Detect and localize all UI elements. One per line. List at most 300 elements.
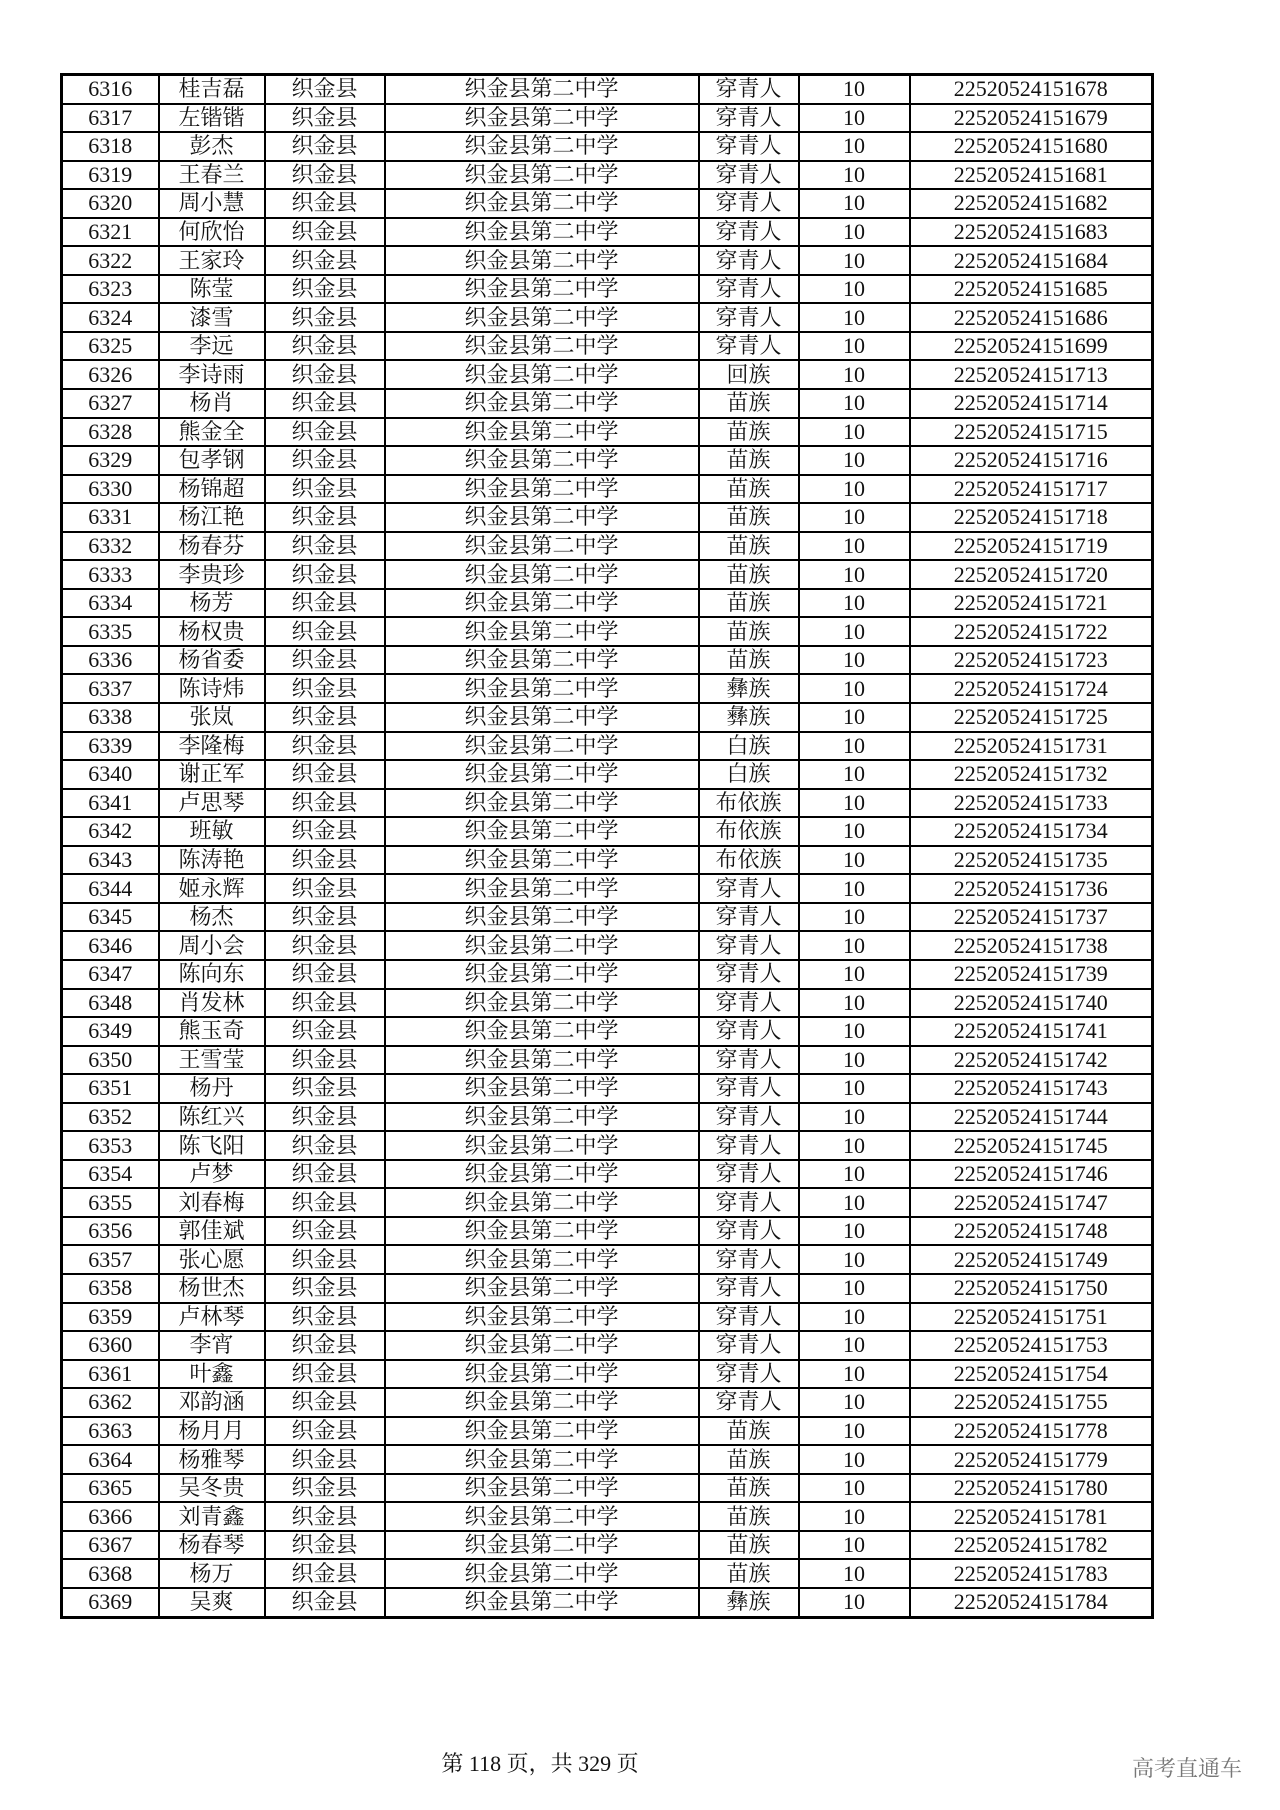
county: 织金县: [265, 646, 385, 675]
exam-number: 22520524151779: [910, 1445, 1153, 1474]
student-name: 杨江艳: [159, 503, 265, 532]
grade: 10: [799, 161, 910, 190]
county: 织金县: [265, 275, 385, 304]
grade: 10: [799, 332, 910, 361]
exam-number: 22520524151753: [910, 1331, 1153, 1360]
student-name: 杨世杰: [159, 1274, 265, 1303]
exam-number: 22520524151731: [910, 732, 1153, 761]
exam-number: 22520524151716: [910, 446, 1153, 475]
row-number: 6339: [62, 732, 159, 761]
row-number: 6317: [62, 104, 159, 133]
grade: 10: [799, 646, 910, 675]
ethnicity: 苗族: [699, 560, 799, 589]
table-row: [62, 1502, 1153, 1531]
school: 织金县第二中学: [385, 1445, 699, 1474]
county: 织金县: [265, 1245, 385, 1274]
grade: 10: [799, 732, 910, 761]
ethnicity: 穿青人: [699, 161, 799, 190]
grade: 10: [799, 789, 910, 818]
table-row: [62, 389, 1153, 418]
exam-number: 22520524151678: [910, 75, 1153, 104]
student-name: 吴爽: [159, 1588, 265, 1617]
row-number: 6334: [62, 589, 159, 618]
ethnicity: 白族: [699, 732, 799, 761]
row-number: 6360: [62, 1331, 159, 1360]
grade: 10: [799, 589, 910, 618]
ethnicity: 苗族: [699, 532, 799, 561]
student-name: 李远: [159, 332, 265, 361]
table-row: [62, 760, 1153, 789]
ethnicity: 回族: [699, 360, 799, 389]
ethnicity: 穿青人: [699, 275, 799, 304]
ethnicity: 穿青人: [699, 189, 799, 218]
ethnicity: 苗族: [699, 1559, 799, 1588]
exam-number: 22520524151682: [910, 189, 1153, 218]
exam-number: 22520524151745: [910, 1131, 1153, 1160]
grade: 10: [799, 189, 910, 218]
student-name: 李贵珍: [159, 560, 265, 589]
table-row: [62, 874, 1153, 903]
exam-number: 22520524151747: [910, 1188, 1153, 1217]
table-row: [62, 1417, 1153, 1446]
grade: 10: [799, 1531, 910, 1560]
exam-number: 22520524151725: [910, 703, 1153, 732]
student-name: 王雪莹: [159, 1046, 265, 1075]
grade: 10: [799, 1217, 910, 1246]
student-name: 王春兰: [159, 161, 265, 190]
grade: 10: [799, 817, 910, 846]
row-number: 6329: [62, 446, 159, 475]
grade: 10: [799, 846, 910, 875]
row-number: 6369: [62, 1588, 159, 1617]
row-number: 6323: [62, 275, 159, 304]
county: 织金县: [265, 589, 385, 618]
school: 织金县第二中学: [385, 75, 699, 104]
row-number: 6344: [62, 874, 159, 903]
table-row: [62, 703, 1153, 732]
exam-number: 22520524151679: [910, 104, 1153, 133]
row-number: 6354: [62, 1160, 159, 1189]
row-number: 6343: [62, 846, 159, 875]
exam-number: 22520524151737: [910, 903, 1153, 932]
student-name: 陈向东: [159, 960, 265, 989]
table-row: [62, 1388, 1153, 1417]
county: 织金县: [265, 1474, 385, 1503]
grade: 10: [799, 1417, 910, 1446]
ethnicity: 苗族: [699, 389, 799, 418]
student-name: 姬永辉: [159, 874, 265, 903]
row-number: 6326: [62, 360, 159, 389]
ethnicity: 穿青人: [699, 989, 799, 1018]
table-row: [62, 560, 1153, 589]
student-name: 陈飞阳: [159, 1131, 265, 1160]
exam-number: 22520524151782: [910, 1531, 1153, 1560]
table-row: [62, 817, 1153, 846]
table-row: [62, 1046, 1153, 1075]
table-row: [62, 104, 1153, 133]
row-number: 6357: [62, 1245, 159, 1274]
table-row: [62, 732, 1153, 761]
row-number: 6352: [62, 1103, 159, 1132]
table-row: [62, 1274, 1153, 1303]
exam-number: 22520524151744: [910, 1103, 1153, 1132]
table-row: [62, 1588, 1153, 1617]
county: 织金县: [265, 1046, 385, 1075]
student-name: 杨春芬: [159, 532, 265, 561]
county: 织金县: [265, 903, 385, 932]
exam-number: 22520524151778: [910, 1417, 1153, 1446]
table-row: [62, 589, 1153, 618]
student-name: 张心愿: [159, 1245, 265, 1274]
exam-number: 22520524151719: [910, 532, 1153, 561]
row-number: 6335: [62, 617, 159, 646]
exam-number: 22520524151746: [910, 1160, 1153, 1189]
table-row: [62, 674, 1153, 703]
school: 织金县第二中学: [385, 1188, 699, 1217]
student-name: 周小会: [159, 931, 265, 960]
county: 织金县: [265, 532, 385, 561]
student-name: 彭杰: [159, 132, 265, 161]
grade: 10: [799, 674, 910, 703]
student-name: 杨万: [159, 1559, 265, 1588]
school: 织金县第二中学: [385, 532, 699, 561]
table-row: [62, 332, 1153, 361]
exam-number: 22520524151750: [910, 1274, 1153, 1303]
exam-number: 22520524151734: [910, 817, 1153, 846]
row-number: 6340: [62, 760, 159, 789]
school: 织金县第二中学: [385, 332, 699, 361]
county: 织金县: [265, 1360, 385, 1389]
student-name: 陈红兴: [159, 1103, 265, 1132]
student-name: 李隆梅: [159, 732, 265, 761]
exam-number: 22520524151724: [910, 674, 1153, 703]
school: 织金县第二中学: [385, 989, 699, 1018]
grade: 10: [799, 418, 910, 447]
student-name: 何欣怡: [159, 218, 265, 247]
table-row: [62, 275, 1153, 304]
table-row: [62, 246, 1153, 275]
student-name: 熊金全: [159, 418, 265, 447]
school: 织金县第二中学: [385, 903, 699, 932]
county: 织金县: [265, 560, 385, 589]
county: 织金县: [265, 503, 385, 532]
county: 织金县: [265, 475, 385, 504]
county: 织金县: [265, 703, 385, 732]
table-row: [62, 1245, 1153, 1274]
exam-number: 22520524151755: [910, 1388, 1153, 1417]
ethnicity: 彝族: [699, 703, 799, 732]
grade: 10: [799, 475, 910, 504]
grade: 10: [799, 75, 910, 104]
grade: 10: [799, 1331, 910, 1360]
student-name: 卢思琴: [159, 789, 265, 818]
school: 织金县第二中学: [385, 1017, 699, 1046]
grade: 10: [799, 1017, 910, 1046]
watermark: 高考直通车: [1131, 1757, 1242, 1782]
county: 织金县: [265, 817, 385, 846]
table-row: [62, 846, 1153, 875]
exam-number: 22520524151715: [910, 418, 1153, 447]
exam-number: 22520524151736: [910, 874, 1153, 903]
school: 织金县第二中学: [385, 1217, 699, 1246]
county: 织金县: [265, 1274, 385, 1303]
ethnicity: 穿青人: [699, 1360, 799, 1389]
grade: 10: [799, 960, 910, 989]
student-name: 刘春梅: [159, 1188, 265, 1217]
table-row: [62, 903, 1153, 932]
grade: 10: [799, 532, 910, 561]
student-name: 郭佳斌: [159, 1217, 265, 1246]
school: 织金县第二中学: [385, 874, 699, 903]
ethnicity: 穿青人: [699, 931, 799, 960]
county: 织金县: [265, 931, 385, 960]
grade: 10: [799, 132, 910, 161]
table-row: [62, 789, 1153, 818]
ethnicity: 穿青人: [699, 1274, 799, 1303]
student-name: 杨肖: [159, 389, 265, 418]
exam-number: 22520524151717: [910, 475, 1153, 504]
table-row: [62, 418, 1153, 447]
table-row: [62, 1131, 1153, 1160]
ethnicity: 穿青人: [699, 218, 799, 247]
county: 织金县: [265, 332, 385, 361]
ethnicity: 穿青人: [699, 1131, 799, 1160]
school: 织金县第二中学: [385, 1160, 699, 1189]
table-row: [62, 446, 1153, 475]
exam-number: 22520524151685: [910, 275, 1153, 304]
school: 织金县第二中学: [385, 1360, 699, 1389]
exam-number: 22520524151733: [910, 789, 1153, 818]
school: 织金县第二中学: [385, 360, 699, 389]
county: 织金县: [265, 360, 385, 389]
county: 织金县: [265, 1502, 385, 1531]
school: 织金县第二中学: [385, 246, 699, 275]
school: 织金县第二中学: [385, 475, 699, 504]
table-row: [62, 1217, 1153, 1246]
page-number: 第 118 页，共 329 页: [441, 1751, 639, 1776]
ethnicity: 穿青人: [699, 1245, 799, 1274]
school: 织金县第二中学: [385, 674, 699, 703]
ethnicity: 穿青人: [699, 1388, 799, 1417]
exam-number: 22520524151714: [910, 389, 1153, 418]
exam-number: 22520524151680: [910, 132, 1153, 161]
student-name: 左锴锴: [159, 104, 265, 133]
exam-number: 22520524151754: [910, 1360, 1153, 1389]
county: 织金县: [265, 446, 385, 475]
table-row: [62, 1559, 1153, 1588]
student-name: 谢正军: [159, 760, 265, 789]
student-name: 杨丹: [159, 1074, 265, 1103]
exam-number: 22520524151686: [910, 303, 1153, 332]
school: 织金县第二中学: [385, 732, 699, 761]
school: 织金县第二中学: [385, 817, 699, 846]
grade: 10: [799, 303, 910, 332]
student-name: 吴冬贵: [159, 1474, 265, 1503]
school: 织金县第二中学: [385, 104, 699, 133]
student-name: 杨锦超: [159, 475, 265, 504]
county: 织金县: [265, 1388, 385, 1417]
table-row: [62, 1360, 1153, 1389]
row-number: 6320: [62, 189, 159, 218]
school: 织金县第二中学: [385, 1074, 699, 1103]
student-name: 张岚: [159, 703, 265, 732]
grade: 10: [799, 1588, 910, 1617]
exam-number: 22520524151738: [910, 931, 1153, 960]
school: 织金县第二中学: [385, 760, 699, 789]
county: 织金县: [265, 989, 385, 1018]
row-number: 6350: [62, 1046, 159, 1075]
exam-number: 22520524151749: [910, 1245, 1153, 1274]
row-number: 6356: [62, 1217, 159, 1246]
county: 织金县: [265, 75, 385, 104]
ethnicity: 苗族: [699, 1502, 799, 1531]
school: 织金县第二中学: [385, 218, 699, 247]
county: 织金县: [265, 1417, 385, 1446]
row-number: 6353: [62, 1131, 159, 1160]
school: 织金县第二中学: [385, 418, 699, 447]
student-name: 陈诗炜: [159, 674, 265, 703]
school: 织金县第二中学: [385, 846, 699, 875]
ethnicity: 穿青人: [699, 874, 799, 903]
table-row: [62, 1160, 1153, 1189]
grade: 10: [799, 218, 910, 247]
exam-number: 22520524151748: [910, 1217, 1153, 1246]
table-row: [62, 1074, 1153, 1103]
school: 织金县第二中学: [385, 1559, 699, 1588]
school: 织金县第二中学: [385, 1046, 699, 1075]
student-name: 杨月月: [159, 1417, 265, 1446]
county: 织金县: [265, 1531, 385, 1560]
row-number: 6332: [62, 532, 159, 561]
county: 织金县: [265, 674, 385, 703]
row-number: 6322: [62, 246, 159, 275]
ethnicity: 穿青人: [699, 960, 799, 989]
ethnicity: 穿青人: [699, 303, 799, 332]
grade: 10: [799, 1274, 910, 1303]
row-number: 6355: [62, 1188, 159, 1217]
row-number: 6325: [62, 332, 159, 361]
row-number: 6351: [62, 1074, 159, 1103]
student-table: [60, 73, 1154, 1619]
row-number: 6361: [62, 1360, 159, 1389]
grade: 10: [799, 1131, 910, 1160]
row-number: 6316: [62, 75, 159, 104]
county: 织金县: [265, 218, 385, 247]
ethnicity: 布依族: [699, 817, 799, 846]
grade: 10: [799, 903, 910, 932]
exam-number: 22520524151783: [910, 1559, 1153, 1588]
school: 织金县第二中学: [385, 789, 699, 818]
exam-number: 22520524151743: [910, 1074, 1153, 1103]
table-row: [62, 303, 1153, 332]
exam-number: 22520524151684: [910, 246, 1153, 275]
grade: 10: [799, 617, 910, 646]
school: 织金县第二中学: [385, 1245, 699, 1274]
ethnicity: 苗族: [699, 1474, 799, 1503]
grade: 10: [799, 1388, 910, 1417]
grade: 10: [799, 1074, 910, 1103]
ethnicity: 布依族: [699, 789, 799, 818]
school: 织金县第二中学: [385, 1303, 699, 1332]
county: 织金县: [265, 132, 385, 161]
grade: 10: [799, 703, 910, 732]
school: 织金县第二中学: [385, 503, 699, 532]
school: 织金县第二中学: [385, 1588, 699, 1617]
table-row: [62, 646, 1153, 675]
exam-number: 22520524151742: [910, 1046, 1153, 1075]
row-number: 6338: [62, 703, 159, 732]
grade: 10: [799, 1046, 910, 1075]
exam-number: 22520524151732: [910, 760, 1153, 789]
school: 织金县第二中学: [385, 1388, 699, 1417]
school: 织金县第二中学: [385, 389, 699, 418]
row-number: 6337: [62, 674, 159, 703]
ethnicity: 苗族: [699, 475, 799, 504]
ethnicity: 白族: [699, 760, 799, 789]
ethnicity: 穿青人: [699, 1160, 799, 1189]
county: 织金县: [265, 1217, 385, 1246]
county: 织金县: [265, 246, 385, 275]
exam-number: 22520524151699: [910, 332, 1153, 361]
row-number: 6330: [62, 475, 159, 504]
school: 织金县第二中学: [385, 1274, 699, 1303]
table-row: [62, 532, 1153, 561]
row-number: 6349: [62, 1017, 159, 1046]
table-row: [62, 1188, 1153, 1217]
county: 织金县: [265, 1017, 385, 1046]
student-name: 周小慧: [159, 189, 265, 218]
school: 织金县第二中学: [385, 1331, 699, 1360]
exam-number: 22520524151741: [910, 1017, 1153, 1046]
county: 织金县: [265, 418, 385, 447]
table-row: [62, 1531, 1153, 1560]
student-name: 李诗雨: [159, 360, 265, 389]
row-number: 6331: [62, 503, 159, 532]
county: 织金县: [265, 617, 385, 646]
student-name: 熊玉奇: [159, 1017, 265, 1046]
ethnicity: 穿青人: [699, 132, 799, 161]
student-name: 包孝钢: [159, 446, 265, 475]
school: 织金县第二中学: [385, 931, 699, 960]
exam-number: 22520524151780: [910, 1474, 1153, 1503]
exam-number: 22520524151784: [910, 1588, 1153, 1617]
ethnicity: 苗族: [699, 589, 799, 618]
student-name: 漆雪: [159, 303, 265, 332]
grade: 10: [799, 989, 910, 1018]
exam-number: 22520524151739: [910, 960, 1153, 989]
grade: 10: [799, 246, 910, 275]
row-number: 6358: [62, 1274, 159, 1303]
ethnicity: 穿青人: [699, 1046, 799, 1075]
table-row: [62, 503, 1153, 532]
exam-number: 22520524151683: [910, 218, 1153, 247]
grade: 10: [799, 931, 910, 960]
student-name: 刘青鑫: [159, 1502, 265, 1531]
ethnicity: 苗族: [699, 418, 799, 447]
grade: 10: [799, 1160, 910, 1189]
grade: 10: [799, 389, 910, 418]
student-name: 杨省委: [159, 646, 265, 675]
exam-number: 22520524151718: [910, 503, 1153, 532]
school: 织金县第二中学: [385, 960, 699, 989]
school: 织金县第二中学: [385, 1131, 699, 1160]
row-number: 6342: [62, 817, 159, 846]
row-number: 6346: [62, 931, 159, 960]
school: 织金县第二中学: [385, 1103, 699, 1132]
county: 织金县: [265, 1588, 385, 1617]
row-number: 6368: [62, 1559, 159, 1588]
table-row: [62, 1017, 1153, 1046]
